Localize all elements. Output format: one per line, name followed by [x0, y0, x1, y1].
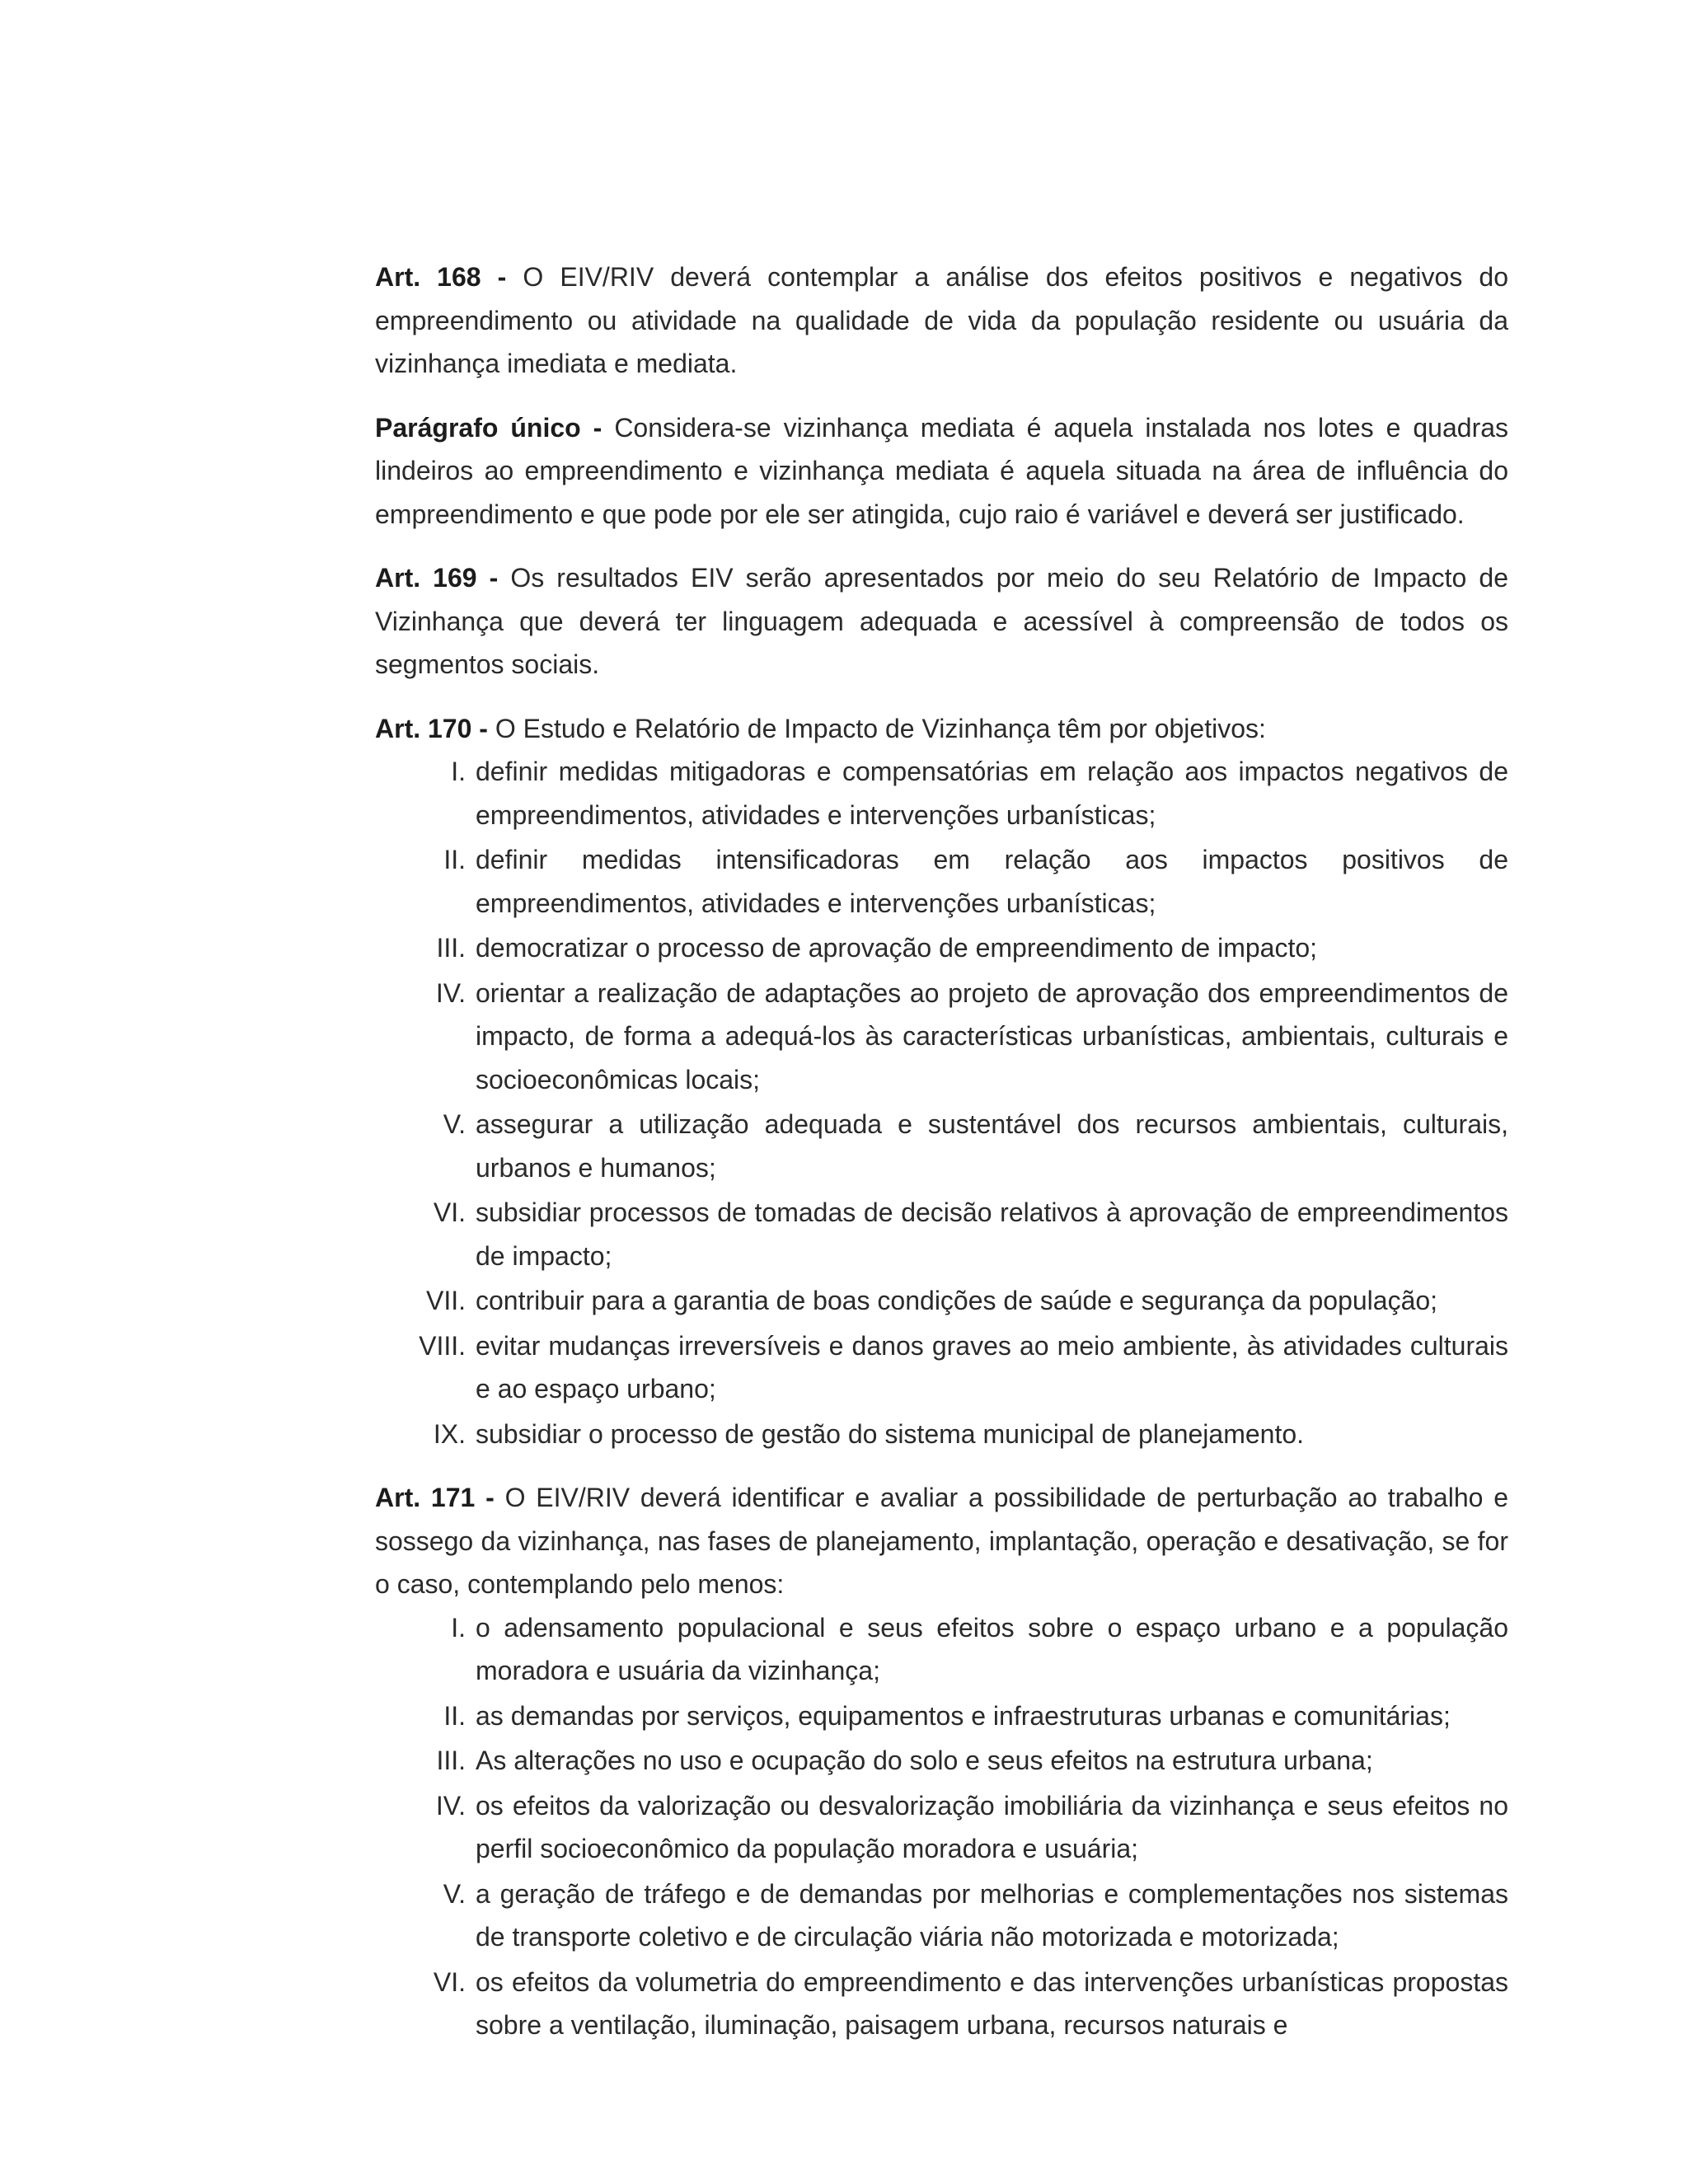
item-text: os efeitos da volumetria do empreendimento e das intervenções urbanísticas propostas sobre a ventilação, iluminação, paisagem urbana, recursos naturais e [476, 1966, 1508, 2040]
item-text: contribuir para a garantia de boas condições de saúde e segurança da população; [476, 1286, 1438, 1315]
item-text: o adensamento populacional e seus efeitos sobre o espaço urbano e a população moradora e usuária da vizinhança; [476, 1612, 1508, 1685]
article-170-heading: Art. 170 - [375, 713, 488, 743]
item-number: IV. [435, 977, 466, 1008]
item-text: a geração de tráfego e de demandas por melhorias e complementações nos sistemas de transporte coletivo e de circulação viária não motorizada e motorizada; [476, 1878, 1508, 1952]
article-169 [375, 556, 1508, 687]
article-169-text: Os resultados EIV serão apresentados por meio do seu Relatório de Impacto de Vizinhança que deverá ter linguagem adequada e acessível à compreensão de todos os segmentos sociais. [375, 563, 1509, 679]
item-text: democratizar o processo de aprovação de empreendimento de impacto; [476, 933, 1318, 963]
article-171-items [375, 1606, 1508, 2047]
item-text: orientar a realização de adaptações ao projeto de aprovação dos empreendimentos de impacto, de forma a adequá-los às características urbanísticas, ambientais, culturais e socioeconômicas locais; [476, 977, 1508, 1094]
item-number: VIII. [419, 1330, 466, 1361]
article-168 [375, 255, 1508, 386]
list-item [375, 1191, 1508, 1277]
item-number: II. [443, 1700, 466, 1731]
paragrafo-unico-heading: Parágrafo único - [375, 412, 603, 443]
list-item [375, 1784, 1508, 1871]
list-item [375, 1606, 1508, 1693]
item-text: definir medidas mitigadoras e compensatórias em relação aos impactos negativos de empreendimentos, atividades e intervenções urbanísticas; [476, 757, 1508, 830]
article-170-items [375, 750, 1508, 1455]
item-text: assegurar a utilização adequada e sustentável dos recursos ambientais, culturais, urbanos e humanos; [476, 1109, 1508, 1183]
list-item [375, 926, 1508, 970]
item-text: subsidiar processos de tomadas de decisão relativos à aprovação de empreendimentos de impacto; [476, 1197, 1508, 1271]
item-number: VI. [433, 1197, 466, 1227]
article-171 [375, 1476, 1508, 1606]
item-text: os efeitos da valorização ou desvalorização imobiliária da vizinhança e seus efeitos no perfil socioeconômico da população moradora e usuária; [476, 1790, 1508, 1863]
list-item [375, 1324, 1508, 1411]
list-item [375, 1961, 1508, 2047]
paragrafo-unico-text: Considera-se vizinhança mediata é aquela instalada nos lotes e quadras lindeiros ao empreendimento e vizinhança mediata é aquela situada na área de influência do empreendimento e que pode por ele ser atingida, cujo raio é variável e deverá ser justificado. [375, 412, 1509, 529]
item-text: as demandas por serviços, equipamentos e infraestruturas urbanas e comunitárias; [476, 1700, 1451, 1731]
item-number: VII. [425, 1286, 466, 1315]
list-item [375, 1103, 1508, 1189]
item-number: V. [443, 1109, 466, 1139]
item-text: definir medidas intensificadoras em relação aos impactos positivos de empreendimentos, atividades e intervenções urbanísticas; [476, 845, 1508, 918]
item-number: III. [436, 1746, 466, 1775]
item-text: As alterações no uso e ocupação do solo e seus efeitos na estrutura urbana; [476, 1746, 1373, 1775]
item-number: I. [451, 757, 466, 786]
item-number: IV. [435, 1790, 466, 1821]
list-item [375, 1739, 1508, 1783]
item-number: II. [443, 845, 466, 874]
item-number: I. [451, 1612, 466, 1643]
list-item [375, 1694, 1508, 1738]
item-number: V. [443, 1878, 466, 1909]
item-number: VI. [433, 1966, 466, 1997]
article-171-text: O EIV/RIV deverá identificar e avaliar a possibilidade de perturbação ao trabalho e sossego da vizinhança, nas fases de planejamento, implantação, operação e desativação, se for o caso, contemplando pelo menos: [375, 1483, 1509, 1599]
article-170 [375, 707, 1508, 751]
list-item [375, 1413, 1508, 1456]
list-item [375, 750, 1508, 837]
item-text: evitar mudanças irreversíveis e danos graves ao meio ambiente, às atividades culturais e ao espaço urbano; [476, 1330, 1508, 1404]
list-item [375, 1279, 1508, 1323]
article-171-heading: Art. 171 - [375, 1483, 495, 1512]
list-item [375, 838, 1508, 925]
article-168-heading: Art. 168 - [375, 262, 507, 292]
item-number: IX. [433, 1418, 466, 1449]
article-168-text: O EIV/RIV deverá contemplar a análise dos efeitos positivos e negativos do empreendimento ou atividade na qualidade de vida da população residente ou usuária da vizinhança imediata e mediata. [375, 262, 1509, 378]
item-text: subsidiar o processo de gestão do sistema municipal de planejamento. [476, 1418, 1305, 1449]
item-number: III. [436, 933, 466, 963]
article-170-text: O Estudo e Relatório de Impacto de Vizinhança têm por objetivos: [495, 713, 1266, 743]
list-item [375, 1872, 1508, 1959]
paragrafo-unico [375, 406, 1508, 537]
list-item [375, 972, 1508, 1102]
document-page [375, 255, 1508, 2047]
article-169-heading: Art. 169 - [375, 563, 499, 593]
